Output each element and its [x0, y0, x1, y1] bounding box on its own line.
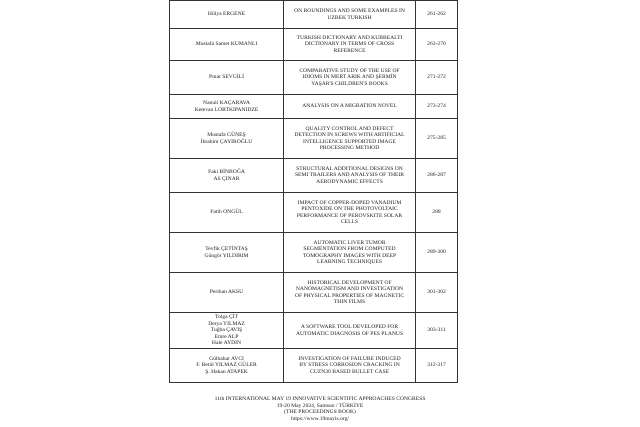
author-name: Fatih ONGÜL	[210, 209, 243, 216]
paper-title-cell	[284, 119, 416, 159]
paper-title-line: INVESTIGATION OF FAILURE INDUCED	[298, 355, 401, 362]
paper-title-line: ANALYSIS ON A MIGRATION NOVEL	[302, 103, 397, 110]
contents-row	[170, 95, 458, 119]
authors-cell	[170, 1, 284, 29]
page-range-cell: 275-285	[416, 119, 458, 159]
page-range-cell: 289-300	[416, 233, 458, 273]
author-name: Tolga ÇİT	[214, 314, 239, 321]
contents-row	[170, 119, 458, 159]
paper-title-line: ON ROUNDINGS AND SOME EXAMPLES IN	[294, 8, 405, 15]
contents-row	[170, 233, 458, 273]
paper-title-line: DETECTION IN SCREWS WITH ARTIFICIAL	[294, 132, 405, 139]
paper-title-line: IDIOMS IN MERT ARIK AND ŞERMİN	[302, 74, 397, 81]
author-name: Nanuli KAÇARAVA	[203, 100, 250, 107]
paper-title-line: IMPACT OF COPPER-DOPED VANADIUM	[297, 199, 402, 206]
paper-title-line: AUTOMATIC LIVER TUMOR	[313, 239, 386, 246]
paper-title-line: TOMOGRAPHY IMAGES WITH DEEP	[302, 252, 397, 259]
contents-row	[170, 61, 458, 95]
paper-title-line: A SOFTWARE TOOL DEVELOPED FOR	[300, 324, 399, 331]
author-name: Mustafa Samet KUMANLI	[195, 41, 258, 48]
paper-title-line: HISTORICAL DEVELOPMENT OF	[307, 279, 392, 286]
proceedings-book-label: (THE PROCEEDINGS BOOK)	[284, 409, 356, 416]
authors-cell	[170, 159, 284, 193]
paper-title-cell	[284, 29, 416, 61]
paper-title-line: PROCESSING METHOD	[319, 144, 380, 151]
page-range-cell: 261-262	[416, 1, 458, 29]
paper-title-cell	[284, 273, 416, 313]
congress-date-location: 19-20 May 2024, Samsun / TÜRKİYE	[276, 402, 364, 409]
page-footer	[0, 396, 640, 422]
page-range-cell: 263-270	[416, 29, 458, 61]
paper-title-cell	[284, 233, 416, 273]
author-name: Emre ALP	[214, 333, 239, 340]
paper-title-cell	[284, 349, 416, 383]
page-range-cell: 286-287	[416, 159, 458, 193]
authors-cell	[170, 349, 284, 383]
paper-title-cell	[284, 1, 416, 29]
paper-title-cell	[284, 159, 416, 193]
author-name: Pınar SEVGİLİ	[209, 74, 244, 81]
author-name: F. Betül YILMAZ GÜLER	[196, 362, 257, 369]
paper-title-line: STRUCTURAL ADDITIONAL DESIGNS ON	[296, 165, 403, 172]
author-name: Hale AYDIN	[211, 340, 242, 347]
paper-title-line: QUALITY CONTROL AND DEFECT	[305, 125, 394, 132]
paper-title-line: REFERENCE	[333, 47, 366, 54]
paper-title-line: SEGMENTATION FROM COMPUTED	[303, 246, 396, 253]
paper-title-line: DICTIONARY IN TERMS OF CROSS	[304, 41, 395, 48]
paper-title-line: AUTOMATIC DIAGNOSIS OF PES PLANUS	[295, 330, 404, 337]
page-range-cell: 301-302	[416, 273, 458, 313]
paper-title-line: UZBEK TURKISH	[327, 14, 372, 21]
paper-title-cell	[284, 61, 416, 95]
contents-row	[170, 29, 458, 61]
author-name: Tuğba ÇAVIŞ	[210, 327, 243, 334]
authors-cell	[170, 119, 284, 159]
author-name: Mustafa GÜNEŞ	[207, 132, 246, 139]
paper-title-line: LEARNING TECHNIQUES	[317, 258, 382, 265]
author-name: Gülbahar AVCI	[209, 355, 244, 362]
paper-title-cell	[284, 313, 416, 349]
paper-title-line: AERODYNAMIC EFFECTS	[316, 178, 383, 185]
authors-cell	[170, 61, 284, 95]
paper-title-line: BY STRESS CORROSION CRACKING IN	[299, 362, 400, 369]
author-name: Hülya ERGENE	[207, 11, 246, 18]
page-range-cell: 271-272	[416, 61, 458, 95]
authors-cell	[170, 29, 284, 61]
contents-row	[170, 313, 458, 349]
author-name: Ş. Hakan ATAPEK	[205, 368, 248, 375]
author-name: İbrahim ÇAYIROĞLU	[200, 138, 253, 145]
author-name: Perihan AKSU	[209, 289, 244, 296]
author-name: Ali ÇINAR	[213, 175, 240, 182]
congress-website-link[interactable]: https://www.19mayis.org/	[291, 415, 349, 422]
contents-row	[170, 349, 458, 383]
paper-title-line: TURKISH DICTIONARY AND KUBBEALTI	[296, 34, 403, 41]
authors-cell	[170, 233, 284, 273]
author-name: Derya YILMAZ	[208, 320, 245, 327]
paper-title-line: PENTOXIDE ON THE PHOTOVOLTAIC	[301, 206, 398, 213]
paper-title-cell	[284, 193, 416, 233]
paper-title-line: COMPARATIVE STUDY OF THE USE OF	[299, 67, 400, 74]
paper-title-cell	[284, 95, 416, 119]
paper-title-line: YAŞAR'S CHILDREN'S BOOKS	[311, 80, 388, 87]
contents-row	[170, 159, 458, 193]
page-range-cell: 312-317	[416, 349, 458, 383]
paper-title-line: NANOMAGNETISM AND INVESTIGATION	[295, 286, 404, 293]
page-range-cell: 288	[416, 193, 458, 233]
contents-row	[170, 193, 458, 233]
contents-table-body	[170, 1, 458, 383]
contents-row	[170, 273, 458, 313]
authors-cell	[170, 193, 284, 233]
proceedings-contents-table	[169, 0, 458, 383]
authors-cell	[170, 95, 284, 119]
author-name: Güngör YILDIRIM	[204, 252, 249, 259]
page-range-cell: 273-274	[416, 95, 458, 119]
page-range-cell: 303-311	[416, 313, 458, 349]
paper-title-line: SEMI TRAILERS AND ANALYSIS OF THEIR	[294, 172, 405, 179]
paper-title-line: PERFORMANCE OF PEROVSKITE SOLAR	[296, 212, 403, 219]
paper-title-line: CELLS	[340, 218, 359, 225]
authors-cell	[170, 313, 284, 349]
congress-name: 11th INTERNATIONAL MAY 19 INNOVATIVE SCIENTIFIC APPROACHES CONGRESS	[214, 396, 426, 402]
paper-title-line: CUZN30 BASED BULLET CASE	[310, 368, 389, 375]
author-name: Ketevan LORTKIPANIDZE	[194, 106, 259, 113]
contents-row	[170, 1, 458, 29]
paper-title-line: INTELLIGENCE SUPPORTED IMAGE	[303, 138, 396, 145]
paper-title-line: THIN FILMS	[333, 298, 366, 305]
authors-cell	[170, 273, 284, 313]
author-name: Tevfik ÇETİNTAŞ	[205, 246, 248, 253]
author-name: Faki BİNBOĞA	[208, 169, 245, 176]
paper-title-line: OF PHYSICAL PROPERTIES OF MAGNETIC	[294, 292, 405, 299]
